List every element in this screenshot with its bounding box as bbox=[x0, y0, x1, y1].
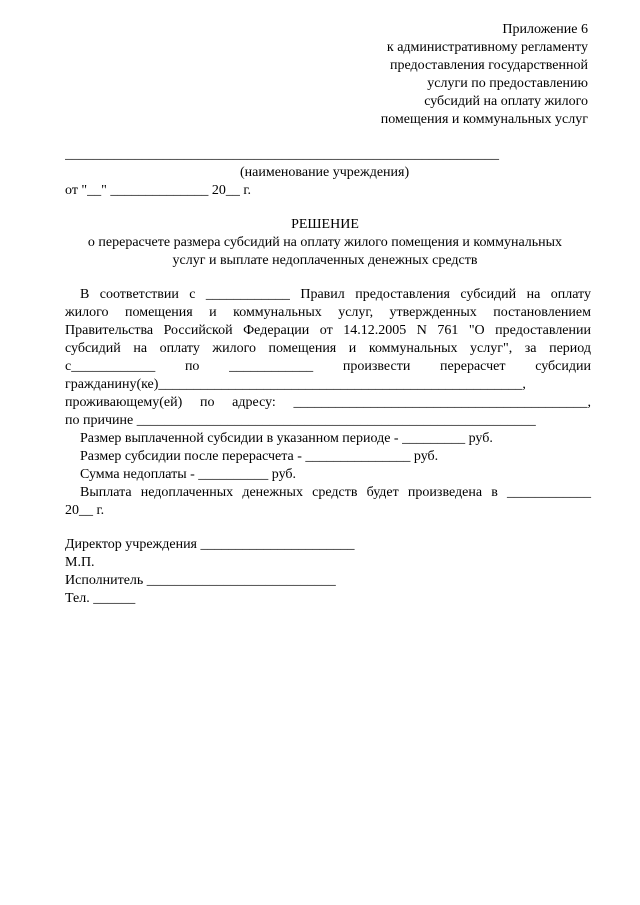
header-line-1: Приложение 6 bbox=[502, 22, 588, 37]
document-subtitle-2: услуг и выплате недоплаченных денежных средств bbox=[172, 253, 478, 268]
body-line-5: с____________ по ____________ произвести перерасчет субсидии bbox=[65, 359, 591, 374]
header-line-3: предоставления государственной bbox=[389, 58, 588, 73]
institution-caption: (наименование учреждения) bbox=[240, 165, 410, 180]
body-line-8: по причине _________________________________________________________ bbox=[65, 413, 536, 428]
body-line-12: Выплата недоплаченных денежных средств будет произведена в ____________ bbox=[80, 485, 591, 500]
body-line-9: Размер выплаченной субсидии в указанном периоде - _________ руб. bbox=[80, 431, 493, 446]
header-line-2: к административному регламенту bbox=[386, 40, 588, 55]
body-line-10: Размер субсидии после перерасчета - _______________ руб. bbox=[80, 449, 439, 464]
document-subtitle-1: о перерасчете размера субсидий на оплату жилого помещения и коммунальных bbox=[87, 235, 563, 250]
seal-placeholder: М.П. bbox=[65, 555, 95, 570]
institution-name-line: ______________________________________________________________ bbox=[65, 147, 499, 162]
phone-line: Тел. ______ bbox=[65, 591, 136, 606]
decision-date-line: от "__" ______________ 20__ г. bbox=[65, 183, 252, 198]
document-title: РЕШЕНИЕ bbox=[291, 217, 359, 232]
executor-signature-line: Исполнитель ___________________________ bbox=[65, 573, 336, 588]
header-line-4: услуги по предоставлению bbox=[427, 76, 588, 91]
body-line-1: В соответствии с ____________ Правил предоставления субсидий на оплату bbox=[80, 287, 591, 302]
body-line-13: 20__ г. bbox=[65, 503, 105, 518]
body-line-2: жилого помещения и коммунальных услуг, утвержденных постановлением bbox=[65, 305, 591, 320]
body-line-7: проживающему(ей) по адресу: __________________________________________, bbox=[65, 395, 591, 410]
body-line-4: субсидий на оплату жилого помещения и коммунальных услуг", за период bbox=[65, 341, 591, 356]
body-line-3: Правительства Российской Федерации от 14.12.2005 N 761 "О предоставлении bbox=[65, 323, 591, 338]
header-line-6: помещения и коммунальных услуг bbox=[380, 112, 588, 127]
director-signature-line: Директор учреждения ______________________ bbox=[65, 537, 355, 552]
body-line-11: Сумма недоплаты - __________ руб. bbox=[80, 467, 297, 482]
body-line-6: гражданину(ке)____________________________________________________, bbox=[65, 377, 526, 392]
header-line-5: субсидий на оплату жилого bbox=[424, 94, 588, 109]
